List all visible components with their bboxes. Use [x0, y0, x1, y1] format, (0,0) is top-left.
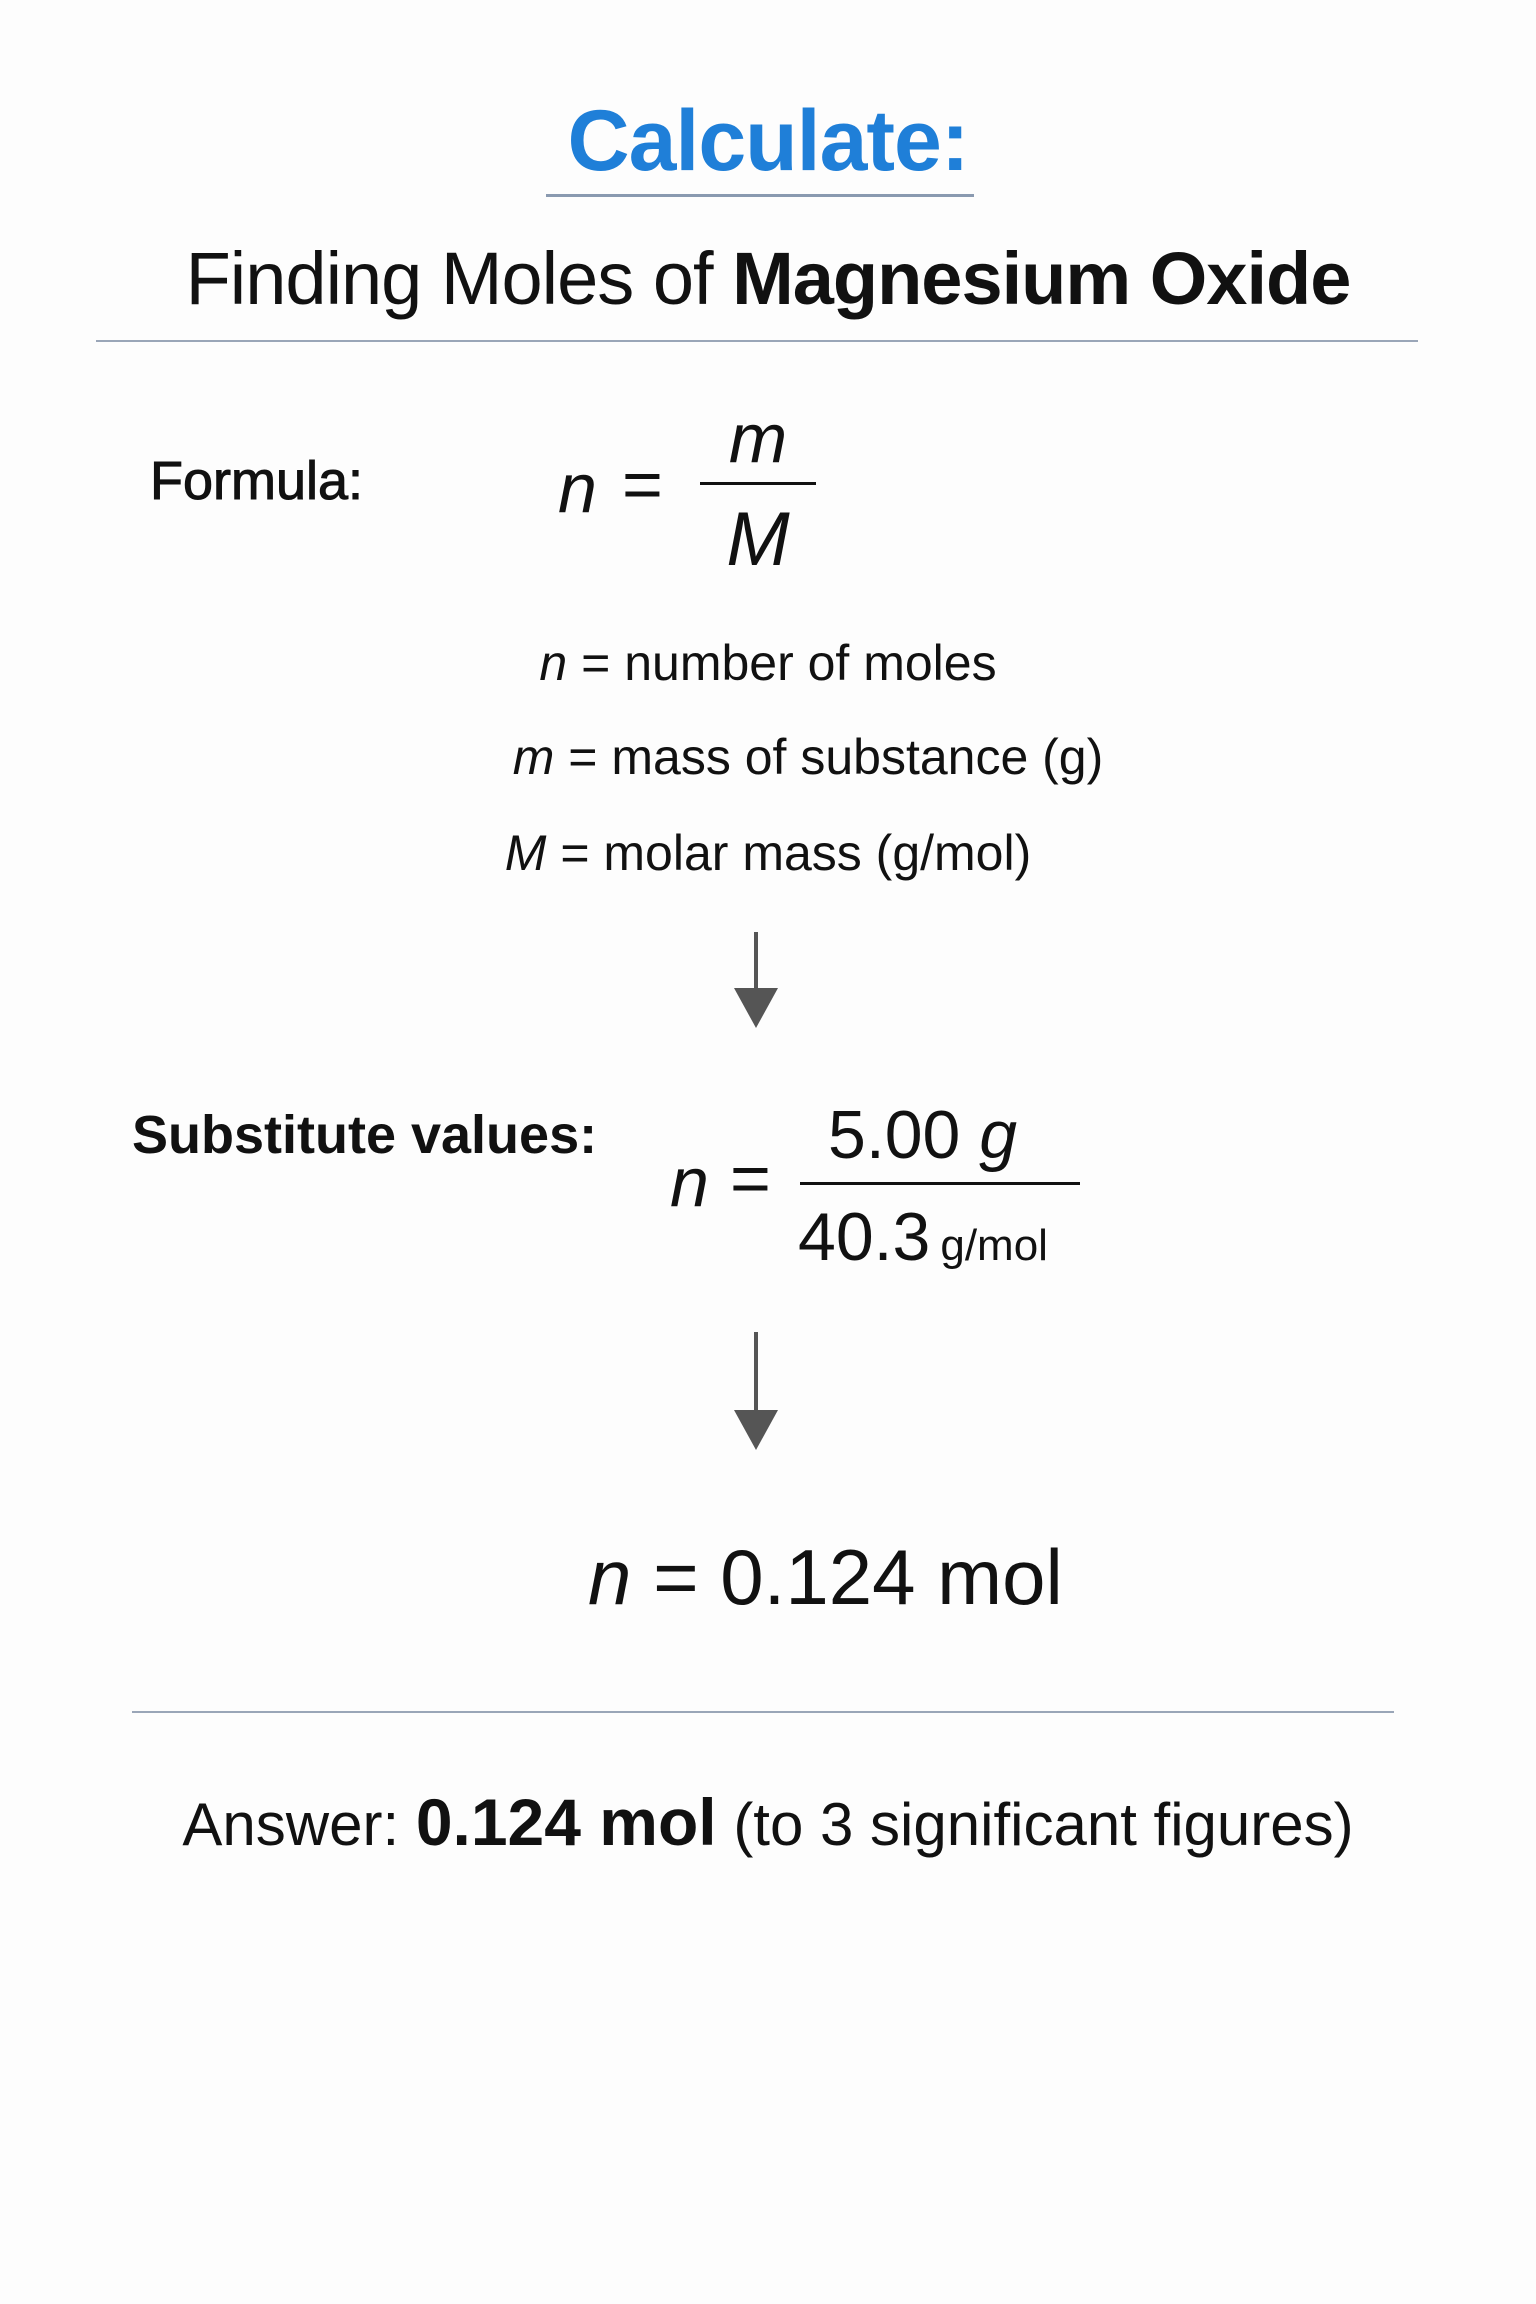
- definition-n: n = number of moles: [539, 635, 997, 691]
- arrow-down-icon-head: [734, 988, 778, 1028]
- heading: [0, 236, 1536, 321]
- result: n = 0.124 mol: [588, 1533, 1063, 1621]
- heading-prefix: Finding Moles of: [185, 237, 713, 320]
- substitute-fraction-bar: [800, 1182, 1080, 1185]
- answer: Answer: 0.124 mol (to 3 significant figures): [182, 1785, 1354, 1859]
- definition-m: m = mass of substance (g): [512, 729, 1104, 785]
- title-underline: [546, 194, 974, 197]
- formula-numerator: m: [728, 399, 788, 477]
- arrow-down-icon-head: [734, 1410, 778, 1450]
- substitute-equals: =: [730, 1139, 771, 1217]
- heading-bold: Magnesium Oxide: [732, 237, 1351, 320]
- divider-bottom: [132, 1711, 1394, 1713]
- substitute-numerator: 5.00 g: [828, 1097, 1018, 1173]
- definition-M: M = molar mass (g/mol): [504, 825, 1032, 881]
- formula-fraction-bar: [700, 482, 816, 485]
- formula-equals: =: [622, 445, 663, 523]
- substitute-label: Substitute values:: [132, 1105, 598, 1165]
- substitute-lhs: n: [670, 1143, 709, 1221]
- formula-lhs: n: [558, 449, 597, 527]
- arrow-down-icon: [754, 1332, 758, 1412]
- arrow-down-icon: [754, 932, 758, 992]
- formula-label: Formula:: [150, 451, 364, 511]
- divider-top: [96, 340, 1418, 342]
- substitute-denominator: 40.3 g/mol: [798, 1199, 1048, 1275]
- title: Calculate:: [567, 93, 969, 189]
- formula-denominator: M: [726, 497, 790, 582]
